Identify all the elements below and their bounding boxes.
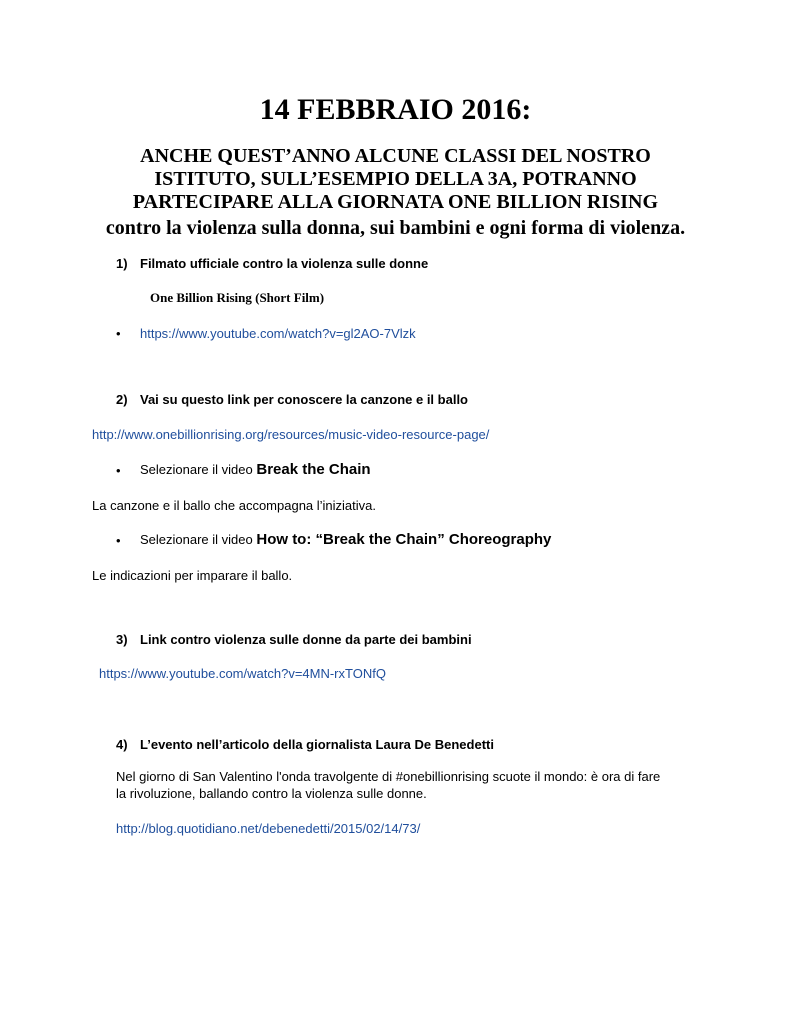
bullet-icon: •: [116, 463, 121, 478]
paragraph-line: Nel giorno di San Valentino l'onda travolgente di #onebillionrising scuote il mondo: è ora di fare: [116, 769, 661, 784]
blog-article-link[interactable]: http://blog.quotidiano.net/debenedetti/2015/02/14/73/: [116, 821, 421, 836]
video-select-item-2: [140, 531, 551, 548]
youtube-link-1[interactable]: https://www.youtube.com/watch?v=gl2AO-7Vlzk: [140, 326, 416, 341]
section-number: 1): [116, 256, 128, 271]
article-paragraph: [116, 768, 660, 802]
subtitle-line: ANCHE QUEST’ANNO ALCUNE CLASSI DEL NOSTRO: [140, 145, 651, 167]
section-heading-text: Filmato ufficiale contro la violenza sulle donne: [140, 256, 429, 271]
section-4-heading: [116, 737, 494, 753]
paragraph-line: la rivoluzione, ballando contro la violenza sulle donne.: [116, 786, 427, 801]
bullet-icon: •: [116, 533, 121, 548]
section-heading-text: L’evento nell’articolo della giornalista Laura De Benedetti: [140, 737, 494, 752]
video-description-1: La canzone e il ballo che accompagna l’iniziativa.: [92, 498, 377, 513]
subtitle-tagline: contro la violenza sulla donna, sui bambini e ogni forma di violenza.: [105, 217, 686, 239]
subtitle: [60, 145, 731, 214]
subtitle-line: ISTITUTO, SULL’ESEMPIO DELLA 3A, POTRANNO: [154, 168, 637, 190]
section-heading-text: Vai su questo link per conoscere la canzone e il ballo: [140, 392, 468, 407]
youtube-link-2[interactable]: https://www.youtube.com/watch?v=4MN-rxTONfQ: [99, 666, 386, 681]
section-heading-text: Link contro violenza sulle donne da parte dei bambini: [140, 632, 472, 647]
section-1-heading: [116, 256, 428, 272]
video-select-item-1: [140, 461, 371, 478]
section-number: 4): [116, 737, 128, 752]
video-description-2: Le indicazioni per imparare il ballo.: [92, 568, 293, 583]
video-select-prefix: Selezionare il video: [140, 462, 257, 477]
video-name: How to: “Break the Chain” Choreography: [256, 531, 552, 548]
subtitle-line: PARTECIPARE ALLA GIORNATA ONE BILLION RISING: [132, 191, 659, 213]
bullet-icon: •: [116, 326, 121, 341]
onebillionrising-resource-link[interactable]: http://www.onebillionrising.org/resources/music-video-resource-page/: [92, 427, 490, 442]
video-select-prefix: Selezionare il video: [140, 532, 257, 547]
section-3-heading: [116, 632, 472, 648]
page-title: 14 FEBBRAIO 2016:: [259, 93, 532, 126]
section-number: 3): [116, 632, 128, 647]
film-title: One Billion Rising (Short Film): [150, 290, 325, 305]
video-name: Break the Chain: [256, 461, 371, 478]
section-number: 2): [116, 392, 128, 407]
section-2-heading: [116, 392, 468, 408]
